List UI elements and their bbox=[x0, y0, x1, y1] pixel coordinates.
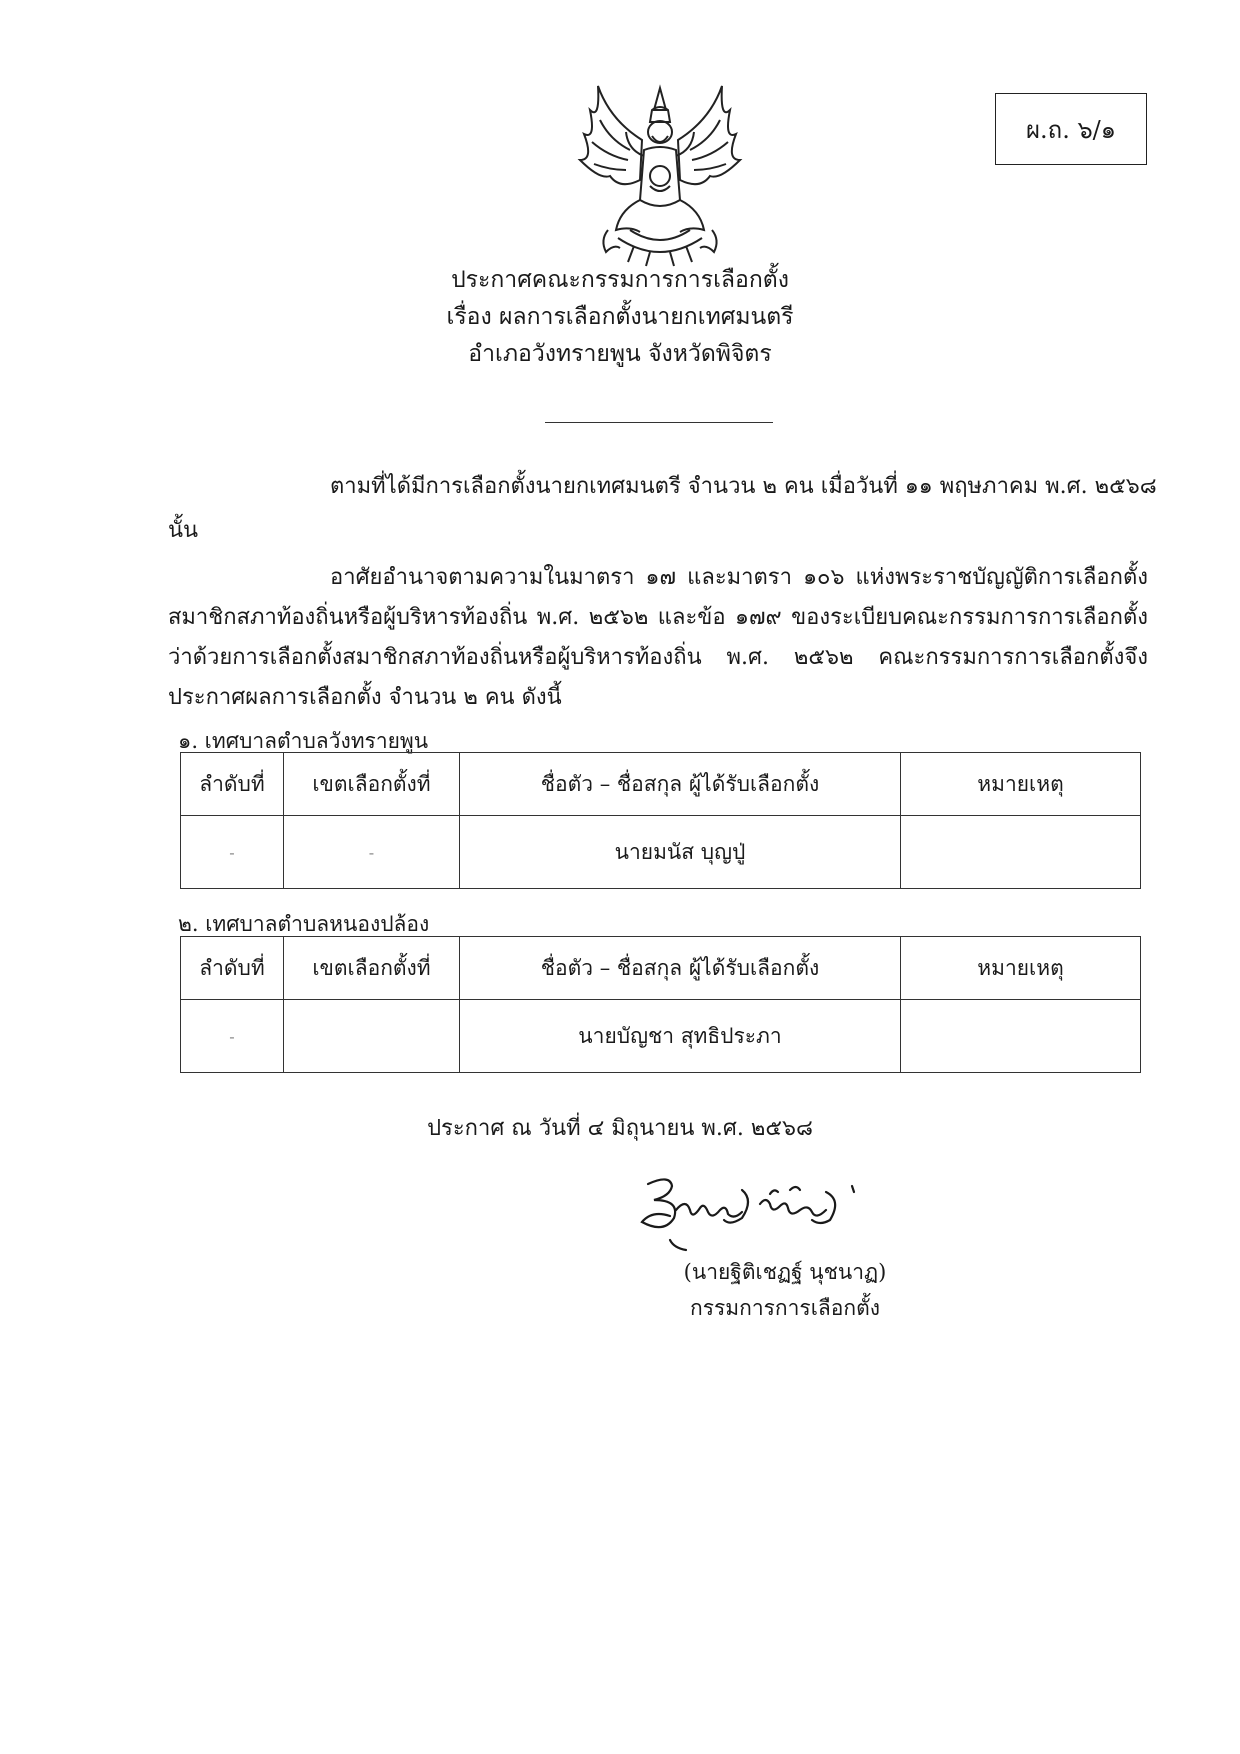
form-code-box bbox=[995, 93, 1147, 165]
paragraph-2: อาศัยอำนาจตามความในมาตรา ๑๗ และมาตรา ๑๐๖ แห่งพระราชบัญญัติการเลือกตั้งสมาชิกสภาท้องถิ่นหรือผู้บริหารท้องถิ่น พ.ศ. ๒๕๖๒ และข้อ ๑๗๙ ของระเบียบคณะกรรมการการเลือกตั้งว่าด้วยการเลือกตั้งสมาชิกสภาท้องถิ่นหรือผู้บริหารท้องถิ่น พ.ศ. ๒๕๖๒ คณะกรรมการการเลือกตั้งจึงประกาศผลการเลือกตั้ง จำนวน ๒ คน ดังนี้ bbox=[168, 565, 1148, 710]
cell-remark bbox=[901, 1000, 1141, 1073]
header-district: เขตเลือกตั้งที่ bbox=[284, 753, 460, 816]
cell-order: - bbox=[181, 816, 284, 889]
signer-name: (นายฐิติเชฏฐ์ นุชนาฏ) bbox=[683, 1260, 887, 1284]
cell-remark bbox=[901, 816, 1141, 889]
cell-name: นายบัญชา สุทธิประภา bbox=[460, 1000, 901, 1073]
garuda-emblem-icon bbox=[570, 80, 750, 270]
heading-divider bbox=[545, 422, 773, 423]
header-order: ลำดับที่ bbox=[181, 937, 284, 1000]
table-row bbox=[181, 1000, 1141, 1073]
section-1-title: ๑. เทศบาลตำบลวังทรายพูน bbox=[178, 729, 429, 753]
header-district: เขตเลือกตั้งที่ bbox=[284, 937, 460, 1000]
paragraph-1: ตามที่ได้มีการเลือกตั้งนายกเทศมนตรี จำนวน ๒ คน เมื่อวันที่ ๑๑ พฤษภาคม พ.ศ. ๒๕๖๘ bbox=[330, 474, 1157, 499]
cell-order: - bbox=[181, 1000, 284, 1073]
signer-title: กรรมการการเลือกตั้ง bbox=[690, 1296, 880, 1320]
announcement-date: ประกาศ ณ วันที่ ๔ มิถุนายน พ.ศ. ๒๕๖๘ bbox=[427, 1116, 813, 1141]
table-header-row bbox=[181, 937, 1141, 1000]
section-2-title: ๒. เทศบาลตำบลหนองปล้อง bbox=[178, 912, 430, 936]
header-remark: หมายเหตุ bbox=[901, 937, 1141, 1000]
heading-location: อำเภอวังทรายพูน จังหวัดพิจิตร bbox=[468, 341, 772, 367]
announcement-heading bbox=[0, 262, 1240, 373]
paragraph-1-tail: นั้น bbox=[168, 518, 199, 543]
table-row bbox=[181, 816, 1141, 889]
heading-subject: เรื่อง ผลการเลือกตั้งนายกเทศมนตรี bbox=[446, 304, 794, 330]
results-table-1 bbox=[180, 752, 1141, 889]
heading-title: ประกาศคณะกรรมการการเลือกตั้ง bbox=[451, 267, 789, 293]
cell-district bbox=[284, 1000, 460, 1073]
table-header-row bbox=[181, 753, 1141, 816]
form-code: ผ.ถ. ๖/๑ bbox=[1025, 115, 1117, 144]
header-name: ชื่อตัว – ชื่อสกุล ผู้ได้รับเลือกตั้ง bbox=[460, 937, 901, 1000]
cell-district: - bbox=[284, 816, 460, 889]
signature-icon bbox=[630, 1170, 950, 1260]
header-name: ชื่อตัว – ชื่อสกุล ผู้ได้รับเลือกตั้ง bbox=[460, 753, 901, 816]
header-order: ลำดับที่ bbox=[181, 753, 284, 816]
results-table-2 bbox=[180, 936, 1141, 1073]
cell-name: นายมนัส บุญปู่ bbox=[460, 816, 901, 889]
header-remark: หมายเหตุ bbox=[901, 753, 1141, 816]
